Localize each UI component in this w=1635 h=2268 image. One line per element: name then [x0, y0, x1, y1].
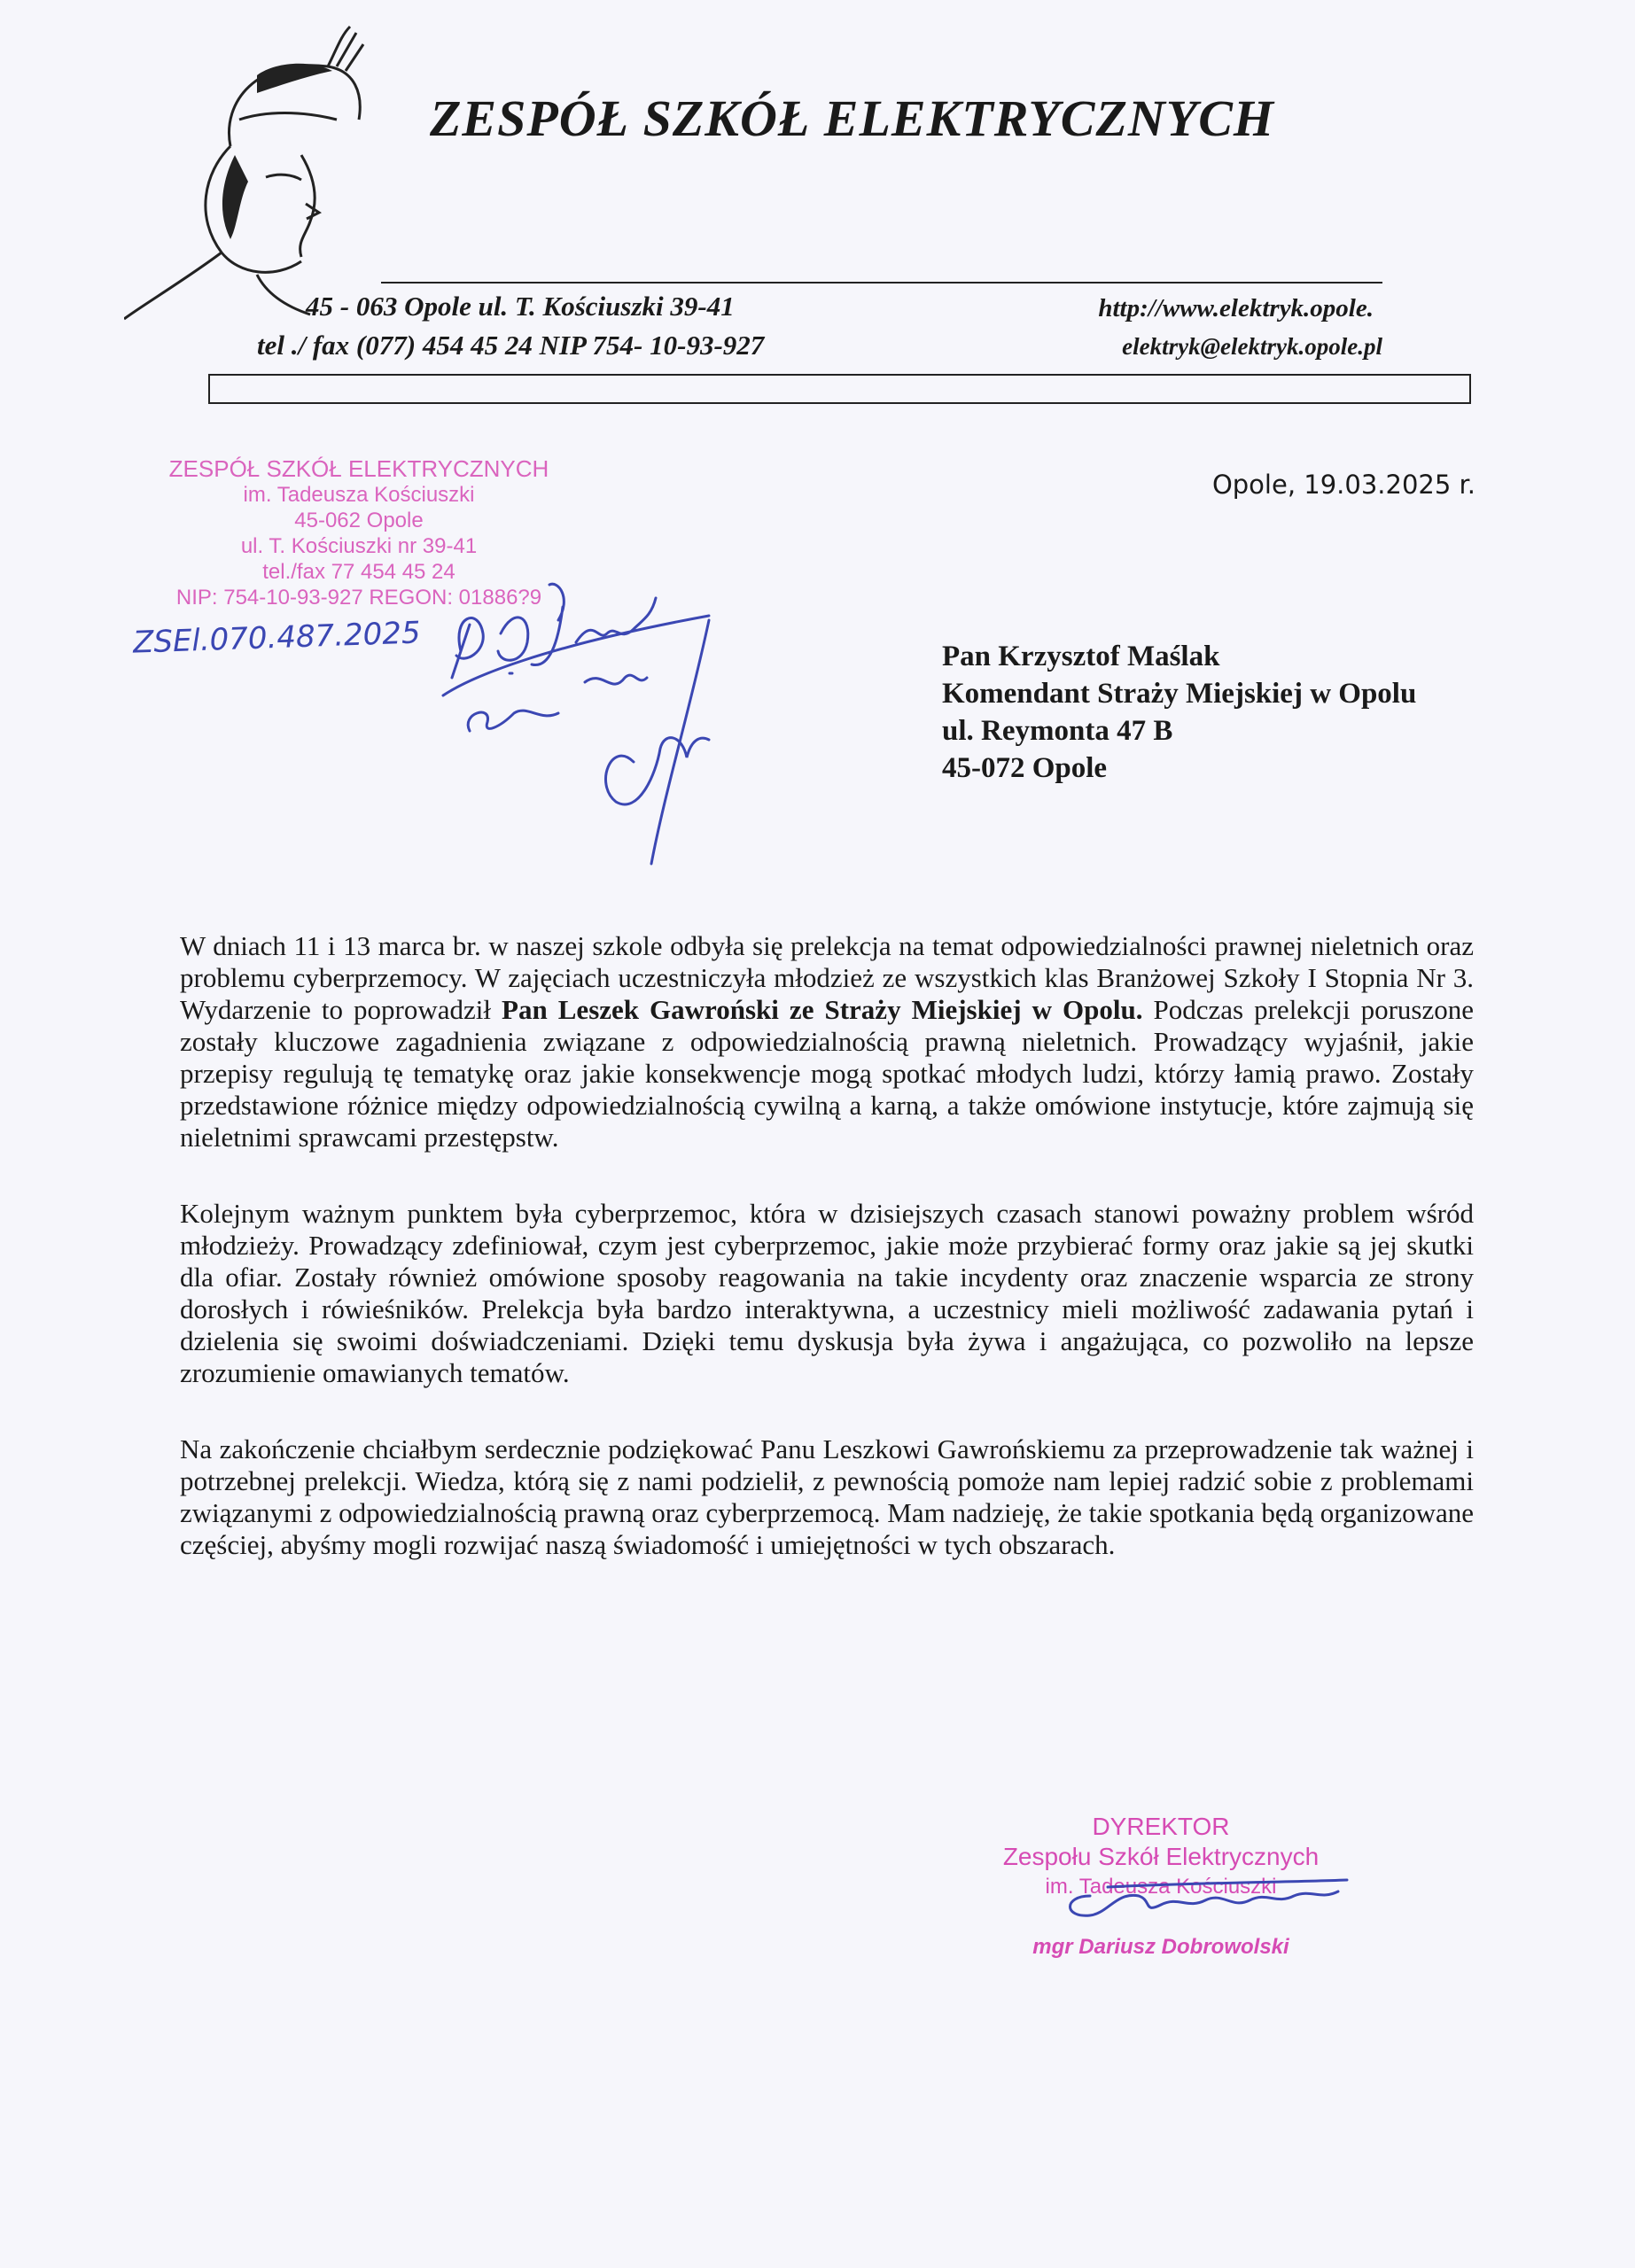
director-signature — [1055, 1869, 1356, 1931]
header-website[interactable]: http://www.elektryk.opole. — [1098, 294, 1374, 322]
school-name-title: ZESPÓŁ SZKÓŁ ELEKTRYCZNYCH — [430, 89, 1275, 147]
recipient-line: 45-072 Opole — [942, 752, 1108, 784]
director-org: Zespołu Szkół Elektrycznych — [1002, 1843, 1320, 1870]
recipient-line: ul. Reymonta 47 B — [942, 715, 1173, 747]
recipient-line: Komendant Straży Miejskiej w Opolu — [942, 678, 1417, 710]
body-text: W dniach 11 i 13 marca br. w naszej szkole odbyła się prelekcja na temat odpowiedzialności prawnej nieletnich oraz problemu cyberprzemocy. W zajęciach uczestniczyła młodzież ze wszystkich klas Branżowej Szkoły I Stopnia Nr 3. Wydarzenie to poprowadził — [180, 930, 1474, 1025]
stamp-line: im. Tadeusza Kościuszki — [243, 483, 475, 507]
header-address: 45 - 063 Opole ul. T. Kościuszki 39-41 — [306, 291, 735, 322]
body-text-bold: Pan Leszek Gawroński ze Straży Miejskiej w Opolu. — [502, 994, 1143, 1025]
stamp-line: tel./fax 77 454 45 24 — [262, 560, 455, 584]
director-name: mgr Dariusz Dobrowolski — [1032, 1935, 1289, 1959]
stamp-line: ul. T. Kościuszki nr 39-41 — [240, 534, 478, 558]
director-patron: im. Tadeusza Kościuszki — [1045, 1875, 1277, 1899]
stamp-line: 45-062 Opole — [294, 509, 424, 532]
kosciuszko-portrait-logo — [124, 22, 390, 323]
recipient-line: Pan Krzysztof Maślak — [942, 641, 1220, 672]
header-divider — [381, 282, 1382, 284]
recipient-block — [942, 638, 1416, 787]
header-email[interactable]: elektryk@elektryk.opole.pl — [1122, 333, 1382, 360]
body-paragraph: Na zakończenie chciałbym serdecznie podziękować Panu Leszkowi Gawrońskiemu za przeprowadzenie tak ważnej i potrzebnej prelekcji. Wiedza, którą się z nami podzielił, z pewnością pomoże nam lepiej radzić sobie z problemami związanymi z odpowiedzialnością prawną oraz cyberprzemocą. Mam nadzieję, że takie spotkania będą organizowane częściej, abyśmy mogli rozwijać naszą świadomość i umiejętności w tych obszarach. — [180, 1433, 1474, 1560]
stamp-line: NIP: 754-10-93-927 REGON: 01886?9 — [175, 586, 542, 610]
stamp-line: ZESPÓŁ SZKÓŁ ELEKTRYCZNYCH — [168, 455, 549, 482]
body-paragraph: Kolejnym ważnym punktem była cyberprzemoc, która w dzisiejszych czasach stanowi poważny problem wśród młodzieży. Prowadzący zdefiniował, czym jest cyberprzemoc, jakie może przybierać formy oraz jakie są jej skutki dla ofiar. Zostały również omówione sposoby reagowania na takie incydenty oraz znaczenie wsparcia ze strony dorosłych i rówieśników. Prelekcja była bardzo interaktywna, a uczestnicy mieli możliwość zadawania pytań i dzielenia się swoimi doświadczeniami. Dzięki temu dyskusja była żywa i angażująca, co pozwoliło na lepsze zrozumienie omawianych tematów. — [180, 1198, 1474, 1388]
letter-body — [180, 930, 1474, 1605]
handwritten-annotation-signature — [417, 580, 771, 873]
registration-number: ZSEl.070.487.2025 — [132, 615, 422, 661]
body-paragraph — [180, 930, 1474, 1153]
body-text: Podczas prelekcji poruszone zostały kluczowe zagadnienia związane z odpowiedzialnością prawną nieletnich. Prowadzący wyjaśnił, jakie przepisy regulują tę tematykę oraz jakie konsekwencje mogą spotkać młodych ludzi, którzy łamią prawo. Zostały przedstawione różnice między odpowiedzialnością cywilną a karną, a także omówione instytucje, które zajmują się nieletnimi sprawcami przestępstw. — [180, 994, 1474, 1153]
header-box — [208, 374, 1471, 404]
director-title: DYREKTOR — [1092, 1813, 1230, 1840]
letter-date: Opole, 19.03.2025 r. — [1211, 470, 1475, 500]
header-phone-nip: tel ./ fax (077) 454 45 24 NIP 754- 10-93-927 — [257, 330, 765, 361]
